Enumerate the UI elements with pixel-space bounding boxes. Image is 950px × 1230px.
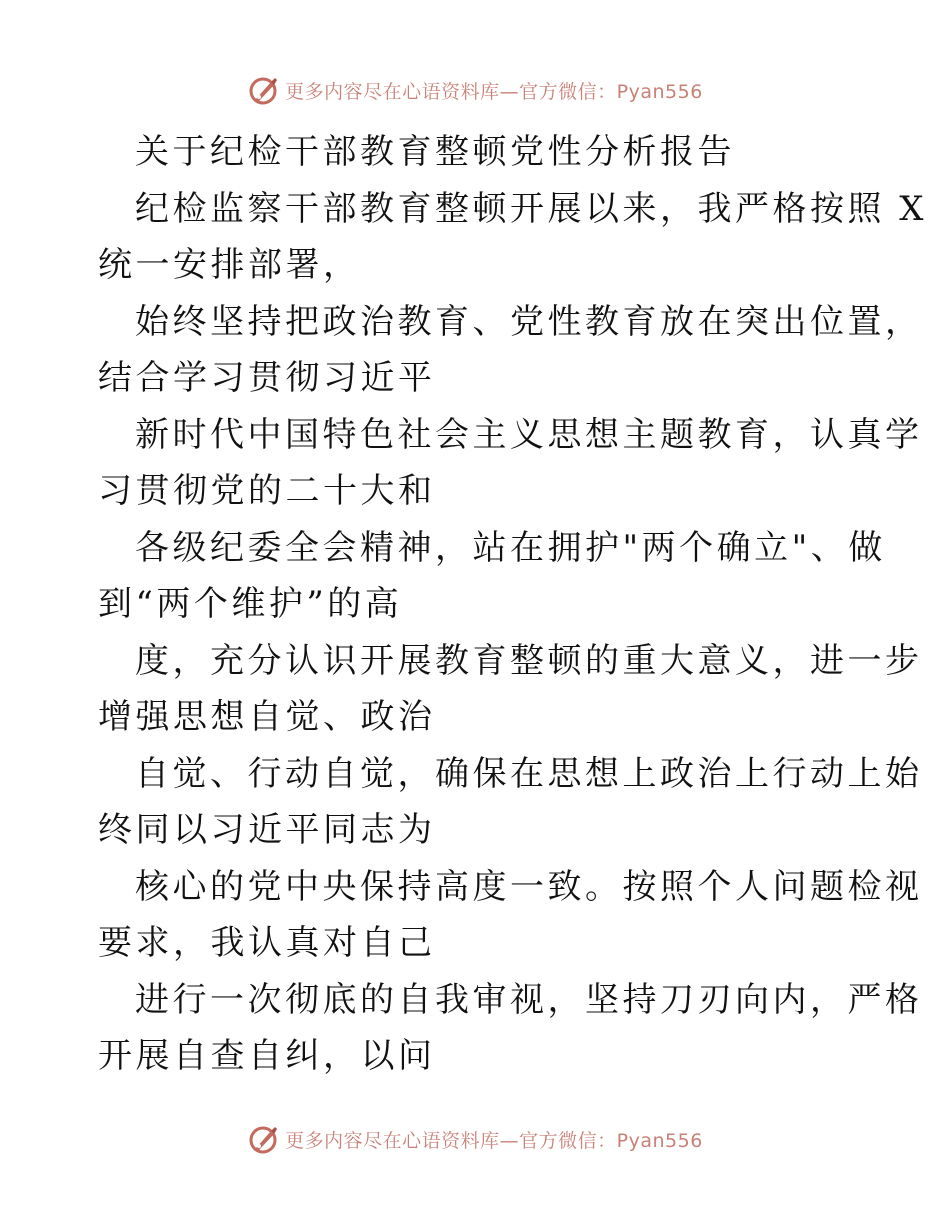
pen-swirl-logo-icon (247, 1122, 281, 1156)
paragraph-line: 纪检监察干部教育整顿开展以来，我严格按照 X (135, 188, 928, 229)
document-body (98, 124, 928, 1085)
paragraph-line: 度，充分认识开展教育整顿的重大意义，进一步 (135, 640, 923, 681)
paragraph-line: 自觉、行动自觉，确保在思想上政治上行动上始 (135, 753, 923, 794)
header-banner (0, 70, 950, 110)
paragraph-line: 习贯彻党的二十大和 (98, 471, 436, 511)
footer-banner (0, 1119, 950, 1159)
pen-swirl-logo-icon (247, 73, 281, 107)
paragraph-line: 各级纪委全会精神，站在拥护"两个确立"、做 (135, 527, 886, 568)
paragraph-line: 新时代中国特色社会主义思想主题教育，认真学 (135, 414, 923, 455)
paragraph-line: 开展自查自纠，以问 (98, 1036, 436, 1076)
paragraph-line: 结合学习贯彻习近平 (98, 358, 436, 398)
paragraph-line: 到“两个维护”的高 (98, 584, 403, 624)
document-title: 关于纪检干部教育整顿党性分析报告 (135, 132, 735, 172)
header-banner-inner (247, 73, 703, 107)
paragraph-line: 终同以习近平同志为 (98, 810, 436, 850)
paragraph-line: 始终坚持把政治教育、党性教育放在突出位置， (135, 301, 923, 342)
paragraph-line: 核心的党中央保持高度一致。按照个人问题检视 (135, 866, 923, 907)
paragraph-line: 要求，我认真对自己 (98, 923, 436, 963)
footer-banner-inner (247, 1122, 703, 1156)
header-banner-text: 更多内容尽在心语资料库—官方微信：Pyan556 (285, 80, 703, 103)
paragraph-line: 统一安排部署， (98, 245, 361, 285)
footer-banner-text: 更多内容尽在心语资料库—官方微信：Pyan556 (285, 1129, 703, 1152)
paragraph-line: 增强思想自觉、政治 (98, 697, 436, 737)
paragraph-line: 进行一次彻底的自我审视，坚持刀刃向内，严格 (135, 979, 923, 1020)
